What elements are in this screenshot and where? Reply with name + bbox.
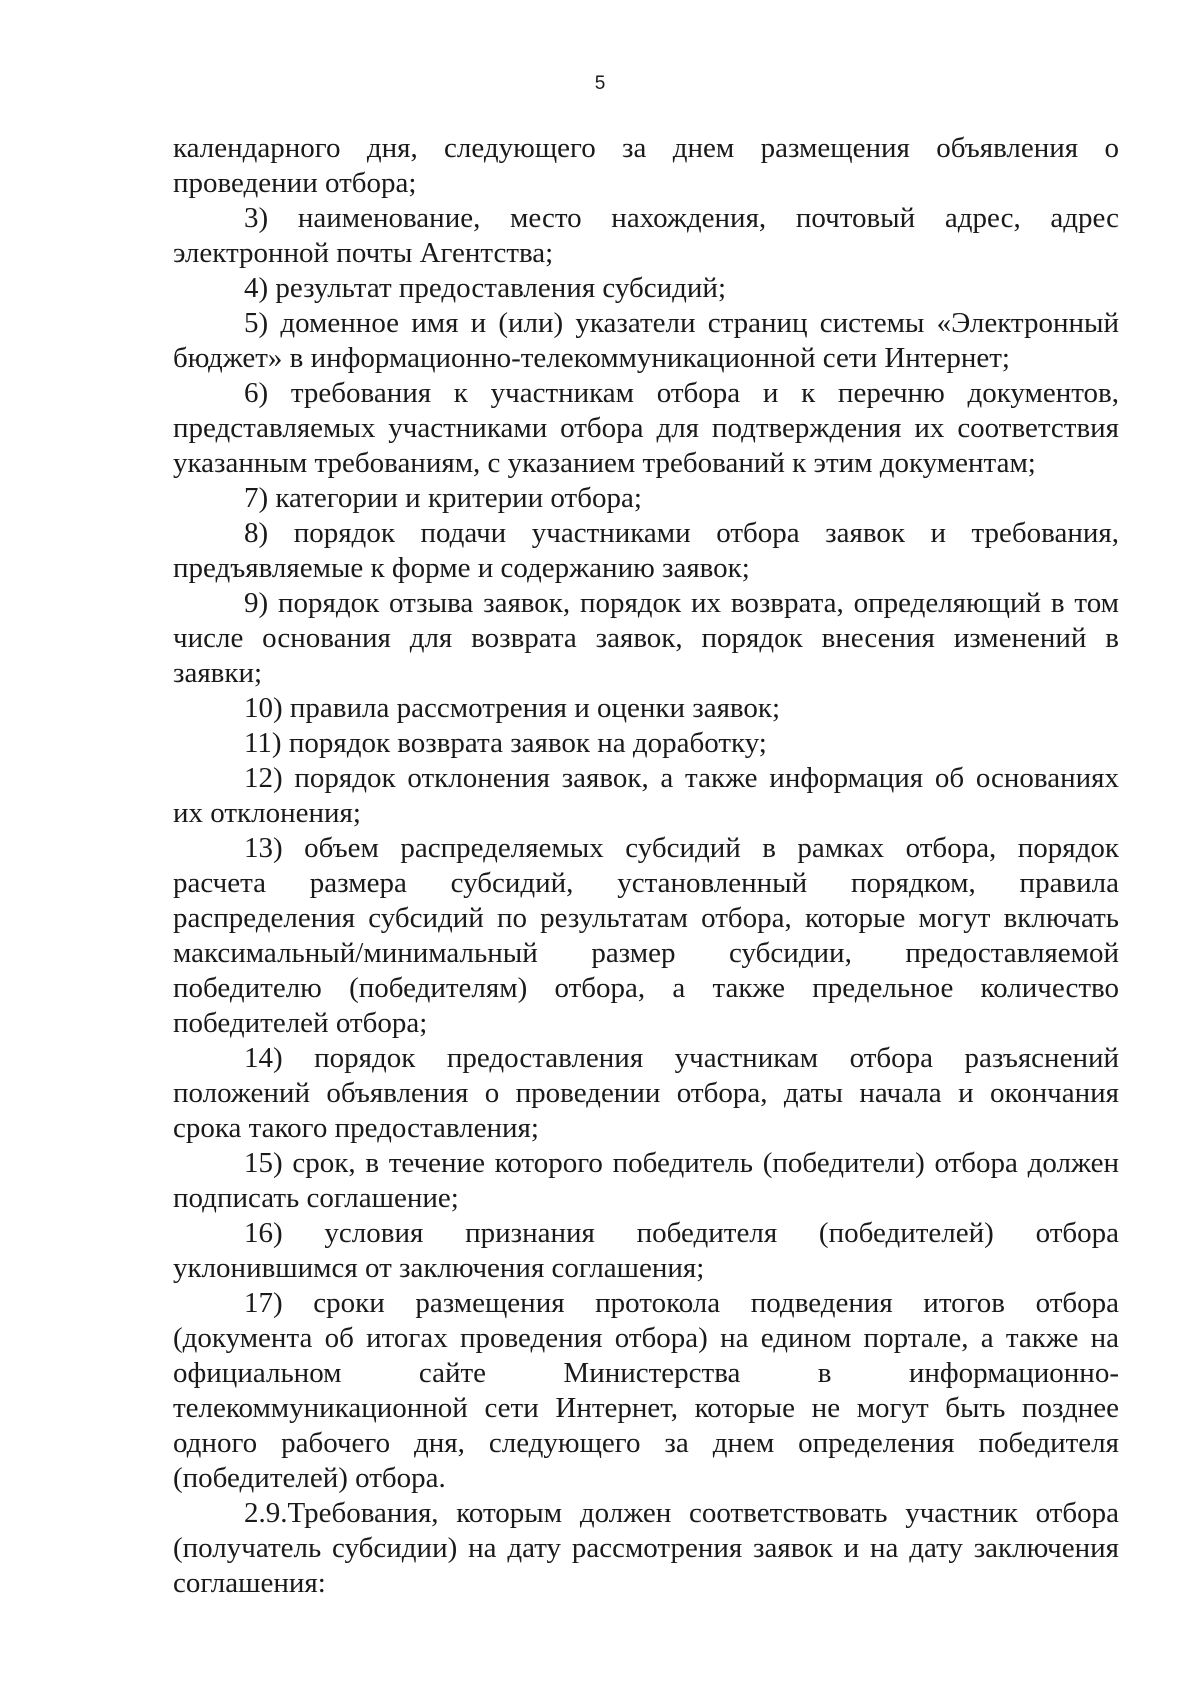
list-item-3: 3) наименование, место нахождения, почтовый адрес, адрес электронной почты Агентства; <box>173 202 1119 269</box>
list-item-16: 16) условия признания победителя (победителей) отбора уклонившимся от заключения соглашения; <box>173 1217 1119 1284</box>
section-2-9-paragraph: 2.9.Требования, которым должен соответствовать участник отбора (получатель субсидии) на дату рассмотрения заявок и на дату заключения соглашения: <box>173 1497 1119 1599</box>
list-item-8: 8) порядок подачи участниками отбора заявок и требования, предъявляемые к форме и содержанию заявок; <box>173 517 1119 584</box>
list-item-17: 17) сроки размещения протокола подведения итогов отбора (документа об итогах проведения отбора) на едином портале, а также на официальном сайте Министерства в информационно-телекоммуникационной сети Интернет, которые не могут быть позднее одного рабочего дня, следующего за днем определения победителя (победителей) отбора. <box>173 1287 1119 1494</box>
list-item-14: 14) порядок предоставления участникам отбора разъяснений положений объявления о проведении отбора, даты начала и окончания срока такого предоставления; <box>173 1042 1119 1144</box>
list-item-11: 11) порядок возврата заявок на доработку; <box>244 727 767 759</box>
document-body <box>173 131 1119 1601</box>
list-item-6: 6) требования к участникам отбора и к перечню документов, представляемых участниками отбора для подтверждения их соответствия указанным требованиям, с указанием требований к этим документам; <box>173 377 1119 479</box>
page-number: 5 <box>594 73 606 94</box>
list-item-9: 9) порядок отзыва заявок, порядок их возврата, определяющий в том числе основания для возврата заявок, порядок внесения изменений в заявки; <box>173 587 1119 689</box>
paragraph-continuation: календарного дня, следующего за днем размещения объявления о проведении отбора; <box>173 132 1119 199</box>
list-item-15: 15) срок, в течение которого победитель (победители) отбора должен подписать соглашение; <box>173 1147 1119 1214</box>
list-item-5: 5) доменное имя и (или) указатели страниц системы «Электронный бюджет» в информационно-телекоммуникационной сети Интернет; <box>173 307 1119 374</box>
list-item-10: 10) правила рассмотрения и оценки заявок; <box>244 692 781 724</box>
list-item-12: 12) порядок отклонения заявок, а также информация об основаниях их отклонения; <box>173 762 1119 829</box>
list-item-7: 7) категории и критерии отбора; <box>244 482 642 514</box>
list-item-13: 13) объем распределяемых субсидий в рамках отбора, порядок расчета размера субсидий, установленный порядком, правила распределения субсидий по результатам отбора, которые могут включать максимальный/минимальный размер субсидии, предоставляемой победителю (победителям) отбора, а также предельное количество победителей отбора; <box>173 832 1119 1039</box>
list-item-4: 4) результат предоставления субсидий; <box>244 272 727 304</box>
